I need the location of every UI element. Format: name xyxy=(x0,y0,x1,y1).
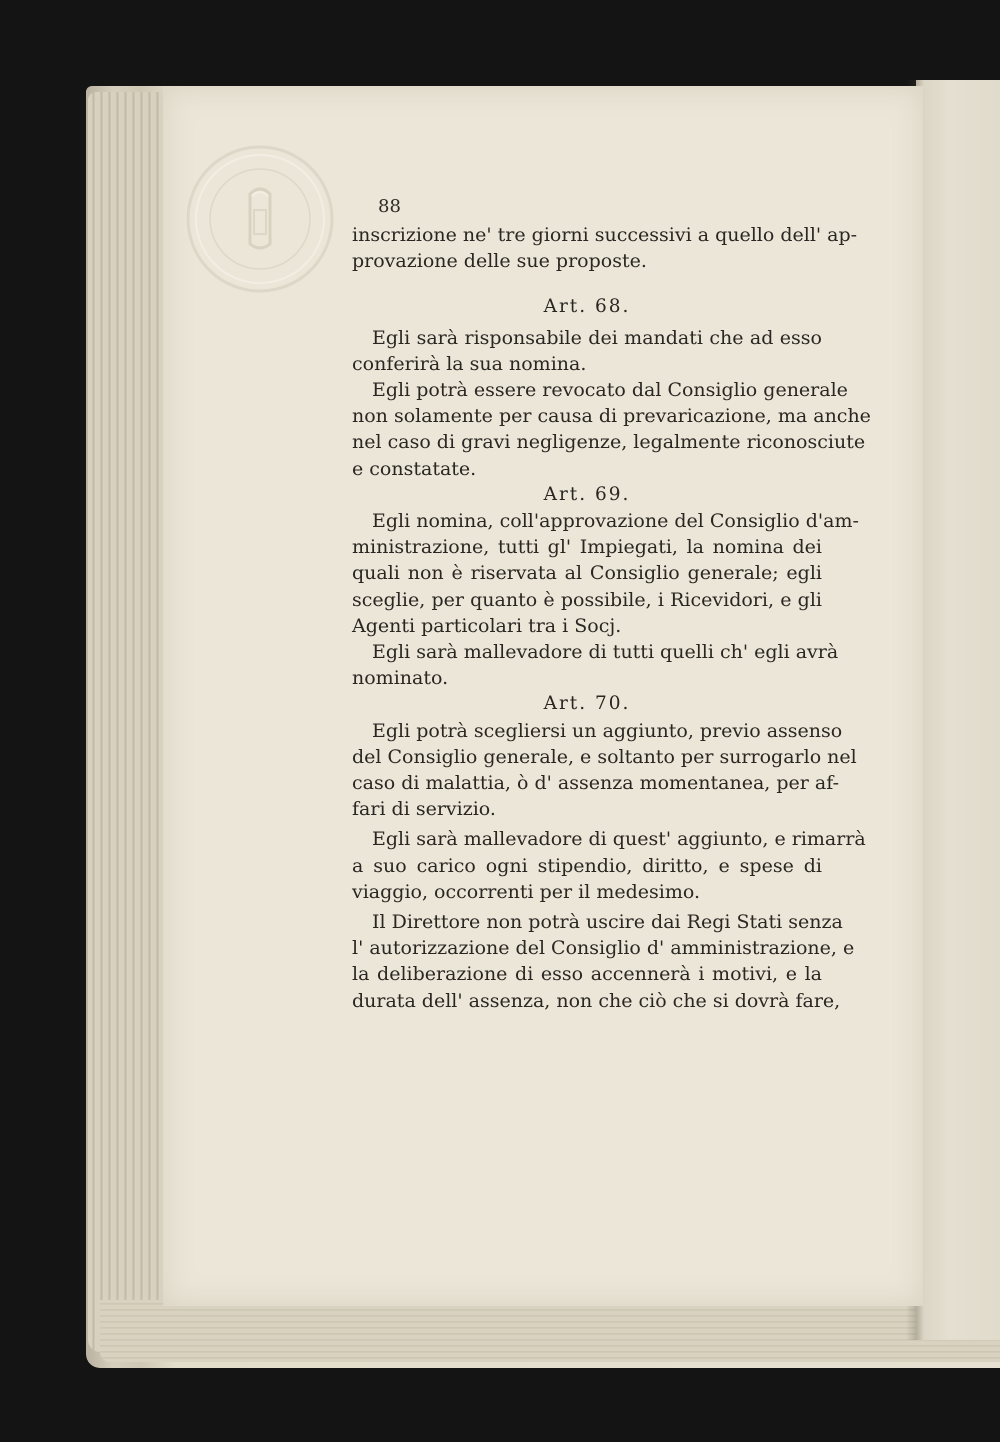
paragraph xyxy=(352,377,871,482)
text-line: sceglie, per quanto è possibile, i Ricevidori, e gli xyxy=(352,588,822,611)
text-line: Egli sarà mallevadore di tutti quelli ch' egli avrà xyxy=(372,641,839,664)
text-line: del Consiglio generale, e soltanto per surrogarlo nel xyxy=(352,745,857,768)
text-line: Il Direttore non potrà uscire dai Regi Stati senza xyxy=(372,911,843,934)
paragraph xyxy=(352,718,857,823)
facing-page xyxy=(916,80,1000,1340)
text-line: quali non è riservata al Consiglio generale; egli xyxy=(352,562,822,585)
text-line: Egli nomina, coll'approvazione del Consiglio d'am- xyxy=(372,510,859,533)
text-line: inscrizione ne' tre giorni successivi a quello dell' ap- xyxy=(352,224,858,246)
paragraph xyxy=(352,508,859,639)
page-number: 88 xyxy=(378,196,401,217)
embossed-seal-icon xyxy=(180,134,340,304)
text-line: Egli sarà mallevadore di quest' aggiunto, e rimarrà xyxy=(372,828,866,851)
text-line: viaggio, occorrenti per il medesimo. xyxy=(352,880,700,903)
text-line: ministrazione, tutti gl' Impiegati, la nomina dei xyxy=(352,536,822,559)
text-line: non solamente per causa di prevaricazione, ma anche xyxy=(352,405,871,428)
text-line: Egli sarà risponsabile dei mandati che ad esso xyxy=(372,326,822,349)
text-line: Egli potrà scegliersi un aggiunto, previo assenso xyxy=(372,719,843,742)
text-line: fari di servizio. xyxy=(352,798,496,821)
spacer xyxy=(352,274,822,294)
text-line: a suo carico ogni stipendio, diritto, e spese di xyxy=(352,854,822,877)
text-line: nel caso di gravi negligenze, legalmente riconosciute xyxy=(352,431,866,454)
paragraph xyxy=(352,909,855,1014)
text-line: Egli potrà essere revocato dal Consiglio generale xyxy=(372,379,848,402)
text-line: l' autorizzazione del Consiglio d' amministrazione, e xyxy=(352,937,855,960)
article-heading: Art. 69. xyxy=(543,483,631,505)
article-heading: Art. 70. xyxy=(543,693,631,715)
page-text xyxy=(352,222,871,1014)
article-heading: Art. 68. xyxy=(543,296,631,318)
text-line: conferirà la sua nomina. xyxy=(352,352,587,375)
page-stack-bottom-edge xyxy=(100,1300,1000,1362)
text-line: la deliberazione di esso accennerà i motivi, e la xyxy=(352,963,822,986)
paragraph xyxy=(352,826,866,905)
text-line: caso di malattia, ò d' assenza momentanea, per af- xyxy=(352,772,840,795)
page-stack-left-edge xyxy=(88,92,168,1352)
paragraph xyxy=(352,325,822,377)
text-line: nominato. xyxy=(352,667,449,690)
text-line: provazione delle sue proposte. xyxy=(352,250,647,273)
text-line: durata dell' assenza, non che ciò che si dovrà fare, xyxy=(352,989,841,1012)
paragraph xyxy=(352,222,858,274)
text-line: Agenti particolari tra i Socj. xyxy=(352,614,622,637)
paragraph xyxy=(352,639,839,691)
text-line: e constatate. xyxy=(352,457,477,480)
